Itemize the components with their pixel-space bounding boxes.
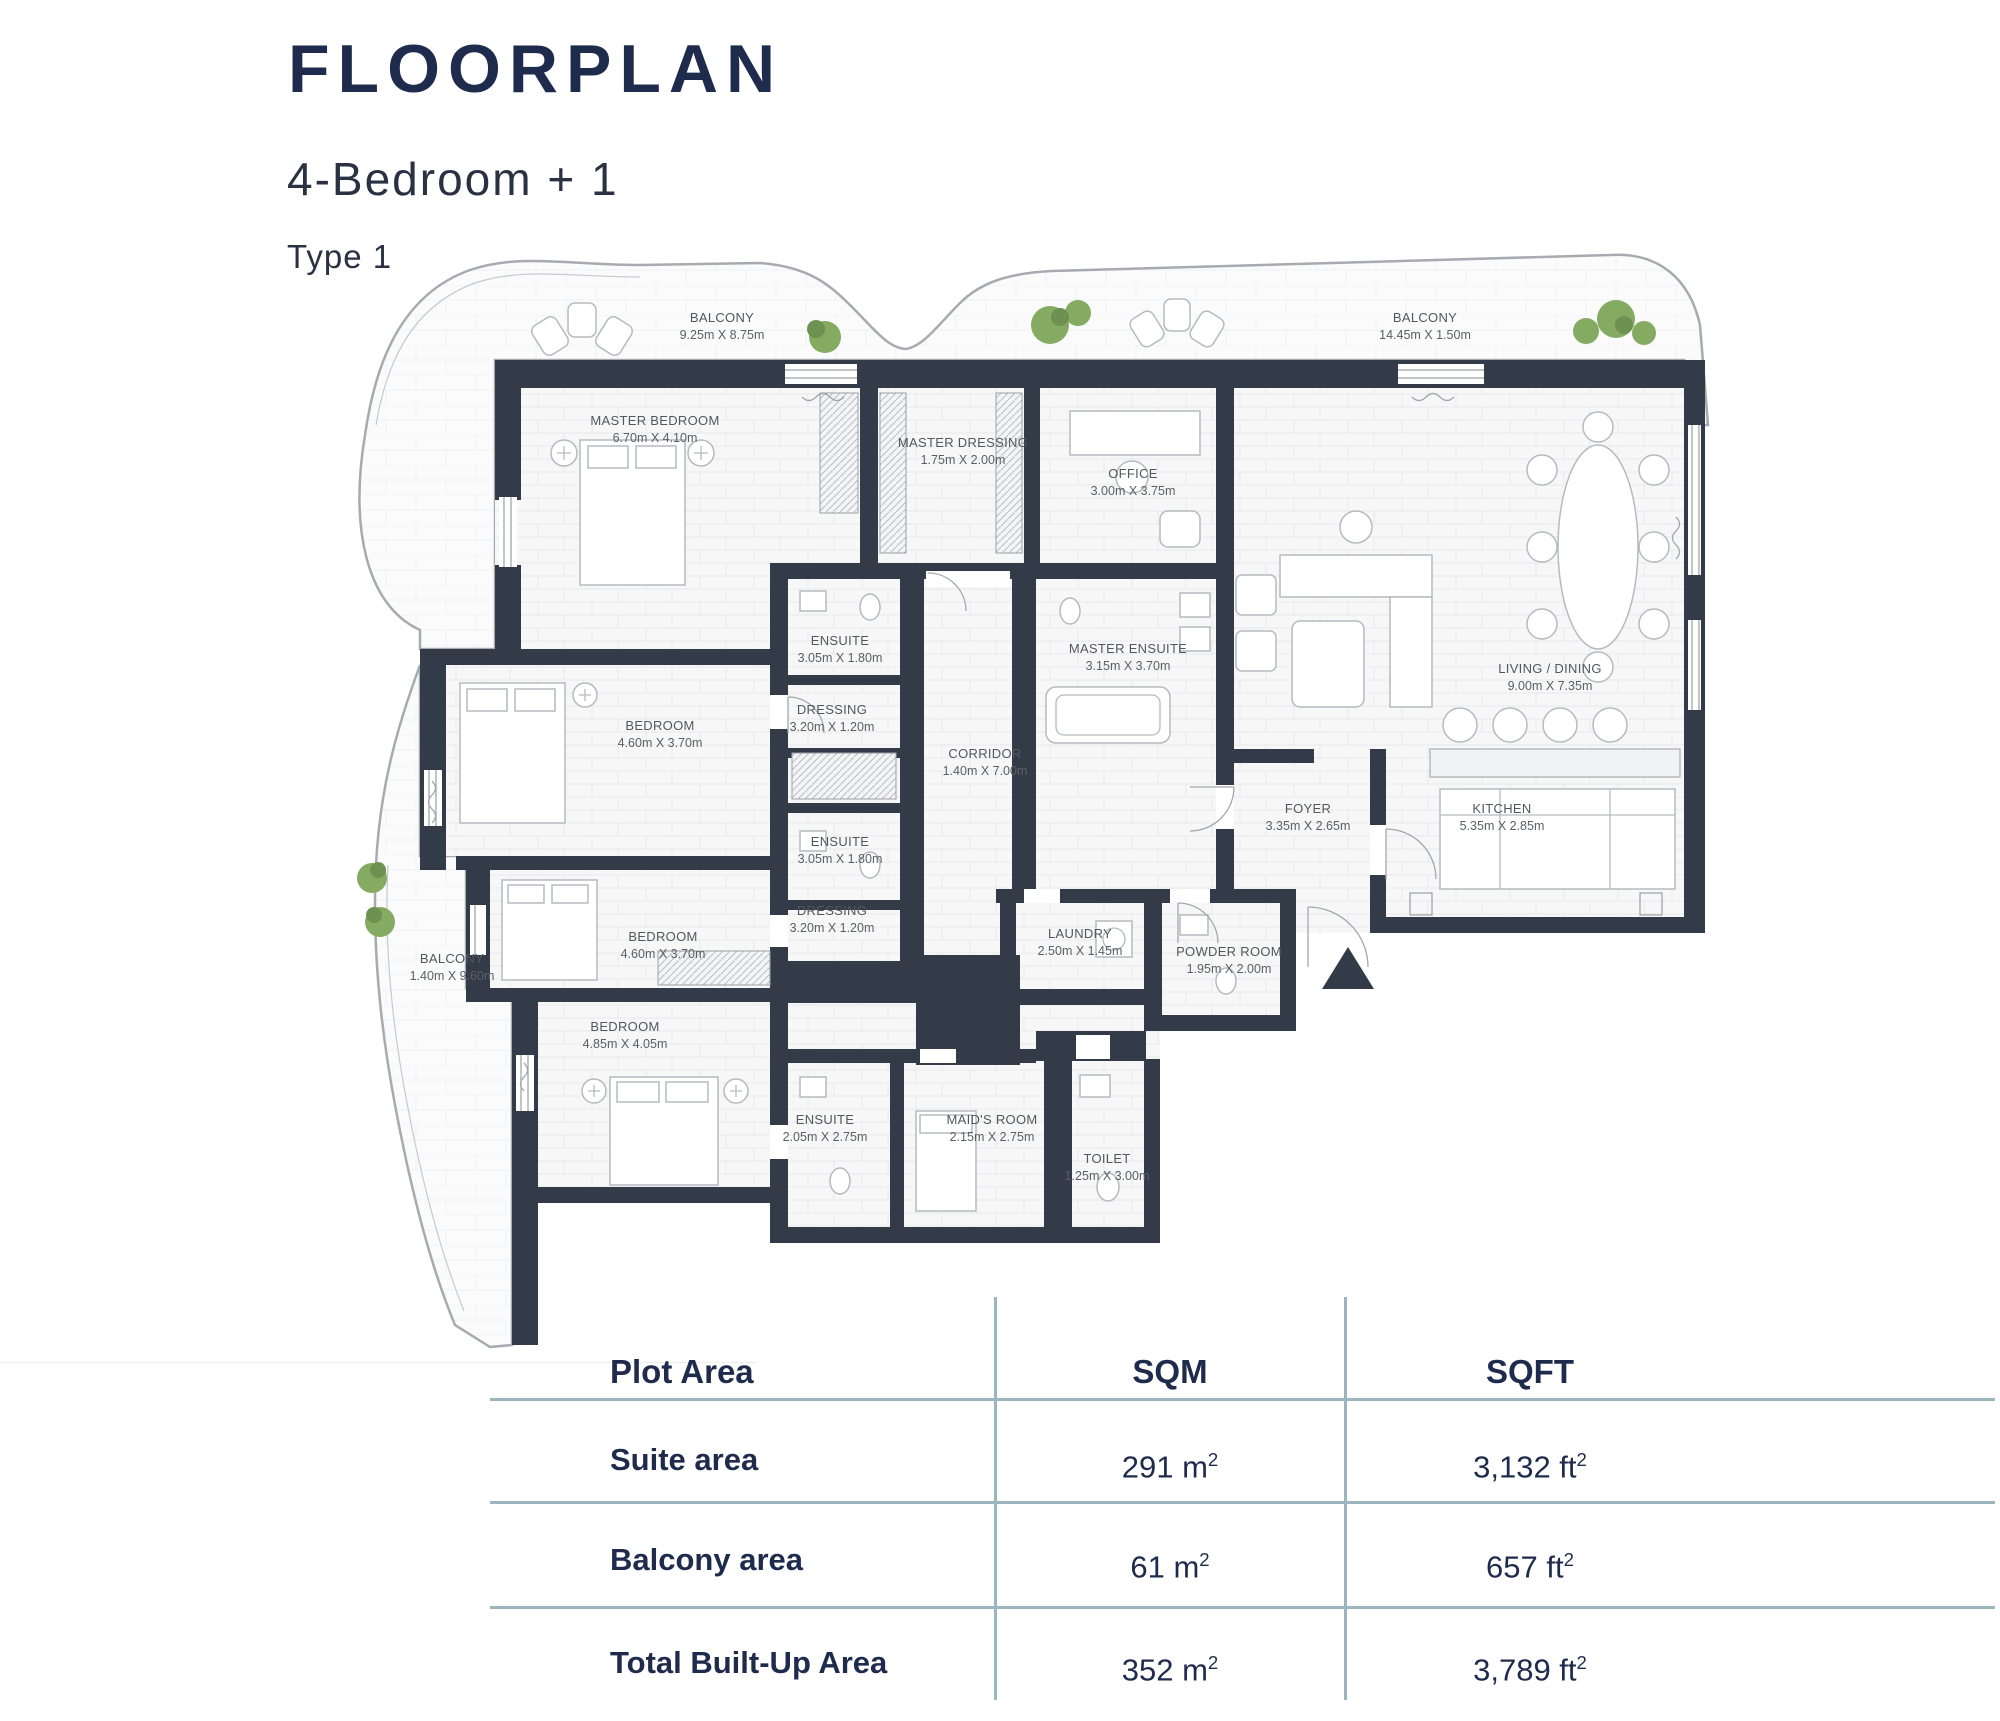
room-label: POWDER ROOM bbox=[1176, 944, 1282, 959]
room-label: DRESSING bbox=[796, 903, 868, 918]
room-label: BALCONY bbox=[419, 951, 485, 966]
sqft-value: 3,132 ft bbox=[1473, 1449, 1577, 1485]
room-label: BALCONY bbox=[689, 310, 755, 325]
room-dims: 14.45m X 1.50m bbox=[1379, 328, 1471, 342]
room-label: DRESSING bbox=[796, 702, 868, 717]
page-title: FLOORPLAN bbox=[288, 31, 784, 107]
room-dims: 1.75m X 2.00m bbox=[920, 453, 1006, 467]
superscript: 2 bbox=[1207, 1652, 1219, 1673]
room-dims: 3.05m X 1.80m bbox=[797, 651, 883, 665]
room-dims: 3.20m X 1.20m bbox=[789, 921, 875, 935]
room-dims: 3.35m X 2.65m bbox=[1265, 819, 1351, 833]
unit-subtitle: 4-Bedroom + 1 bbox=[287, 153, 619, 205]
room-label: LIVING / DINING bbox=[1498, 661, 1602, 676]
room-label: BEDROOM bbox=[625, 718, 695, 733]
room-label: MASTER ENSUITE bbox=[1068, 641, 1188, 656]
room-dims: 1.25m X 3.00m bbox=[1064, 1169, 1150, 1183]
room-label: OFFICE bbox=[1108, 466, 1158, 481]
table-cell-sqm bbox=[995, 1438, 1345, 1485]
room-dims: 1.40m X 9.60m bbox=[409, 969, 495, 983]
room-dims: 2.50m X 1.45m bbox=[1037, 944, 1123, 958]
table-header-sqft: SQFT bbox=[1486, 1353, 1574, 1390]
table-row-divider bbox=[490, 1398, 1995, 1401]
table-header-plot-area: Plot Area bbox=[610, 1353, 754, 1390]
table-cell-sqm bbox=[995, 1641, 1345, 1688]
unit-type-label: Type 1 bbox=[287, 238, 393, 275]
superscript: 2 bbox=[1576, 1449, 1587, 1470]
table-row-divider bbox=[490, 1606, 1995, 1609]
table-header-sqm: SQM bbox=[1132, 1353, 1208, 1390]
sqft-value: 3,789 ft bbox=[1473, 1652, 1577, 1688]
superscript: 2 bbox=[1207, 1449, 1219, 1470]
table-row-label: Balcony area bbox=[610, 1542, 803, 1577]
room-dims: 9.25m X 8.75m bbox=[679, 328, 765, 342]
room-label: TOILET bbox=[1083, 1151, 1131, 1166]
room-dims: 4.60m X 3.70m bbox=[620, 947, 706, 961]
room-label: BALCONY bbox=[1392, 310, 1458, 325]
room-label: MAID'S ROOM bbox=[946, 1112, 1038, 1127]
room-dims: 3.15m X 3.70m bbox=[1085, 659, 1171, 673]
room-dims: 3.05m X 1.80m bbox=[797, 852, 883, 866]
room-label: KITCHEN bbox=[1472, 801, 1532, 816]
sqft-value: 657 ft bbox=[1486, 1549, 1564, 1585]
room-dims: 3.00m X 3.75m bbox=[1090, 484, 1176, 498]
floorplan-svg bbox=[280, 225, 1730, 1355]
room-label: MASTER BEDROOM bbox=[590, 413, 720, 428]
sqm-value: 352 m bbox=[1121, 1652, 1208, 1688]
room-label: LAUNDRY bbox=[1048, 926, 1112, 941]
floorplan-drawing bbox=[280, 225, 1730, 1355]
room-dims: 6.70m X 4.10m bbox=[612, 431, 698, 445]
room-label: CORRIDOR bbox=[948, 746, 1022, 761]
table-row-label: Total Built-Up Area bbox=[610, 1645, 888, 1680]
room-dims: 1.40m X 7.00m bbox=[942, 764, 1028, 778]
room-dims: 5.35m X 2.85m bbox=[1459, 819, 1545, 833]
sqm-value: 291 m bbox=[1121, 1449, 1208, 1485]
room-dims: 3.20m X 1.20m bbox=[789, 720, 875, 734]
room-label: ENSUITE bbox=[810, 633, 870, 648]
room-dims: 4.85m X 4.05m bbox=[582, 1037, 668, 1051]
room-label: ENSUITE bbox=[810, 834, 870, 849]
table-cell-sqm bbox=[995, 1538, 1345, 1585]
room-dims: 4.60m X 3.70m bbox=[617, 736, 703, 750]
sqm-value: 61 m bbox=[1130, 1549, 1200, 1585]
table-row-divider bbox=[490, 1501, 1995, 1504]
room-label: BEDROOM bbox=[590, 1019, 660, 1034]
room-label: BEDROOM bbox=[628, 929, 698, 944]
room-dims: 9.00m X 7.35m bbox=[1507, 679, 1593, 693]
room-label: MASTER DRESSING bbox=[897, 435, 1029, 450]
room-dims: 2.15m X 2.75m bbox=[949, 1130, 1035, 1144]
room-label: FOYER bbox=[1284, 801, 1332, 816]
superscript: 2 bbox=[1563, 1549, 1574, 1570]
room-dims: 1.95m X 2.00m bbox=[1186, 962, 1272, 976]
superscript: 2 bbox=[1576, 1652, 1587, 1673]
superscript: 2 bbox=[1199, 1549, 1210, 1570]
table-cell-sqft bbox=[1345, 1538, 1715, 1585]
table-cell-sqft bbox=[1345, 1641, 1715, 1688]
room-label: ENSUITE bbox=[795, 1112, 855, 1127]
room-dims: 2.05m X 2.75m bbox=[782, 1130, 868, 1144]
table-cell-sqft bbox=[1345, 1438, 1715, 1485]
table-row-label: Suite area bbox=[610, 1442, 759, 1477]
